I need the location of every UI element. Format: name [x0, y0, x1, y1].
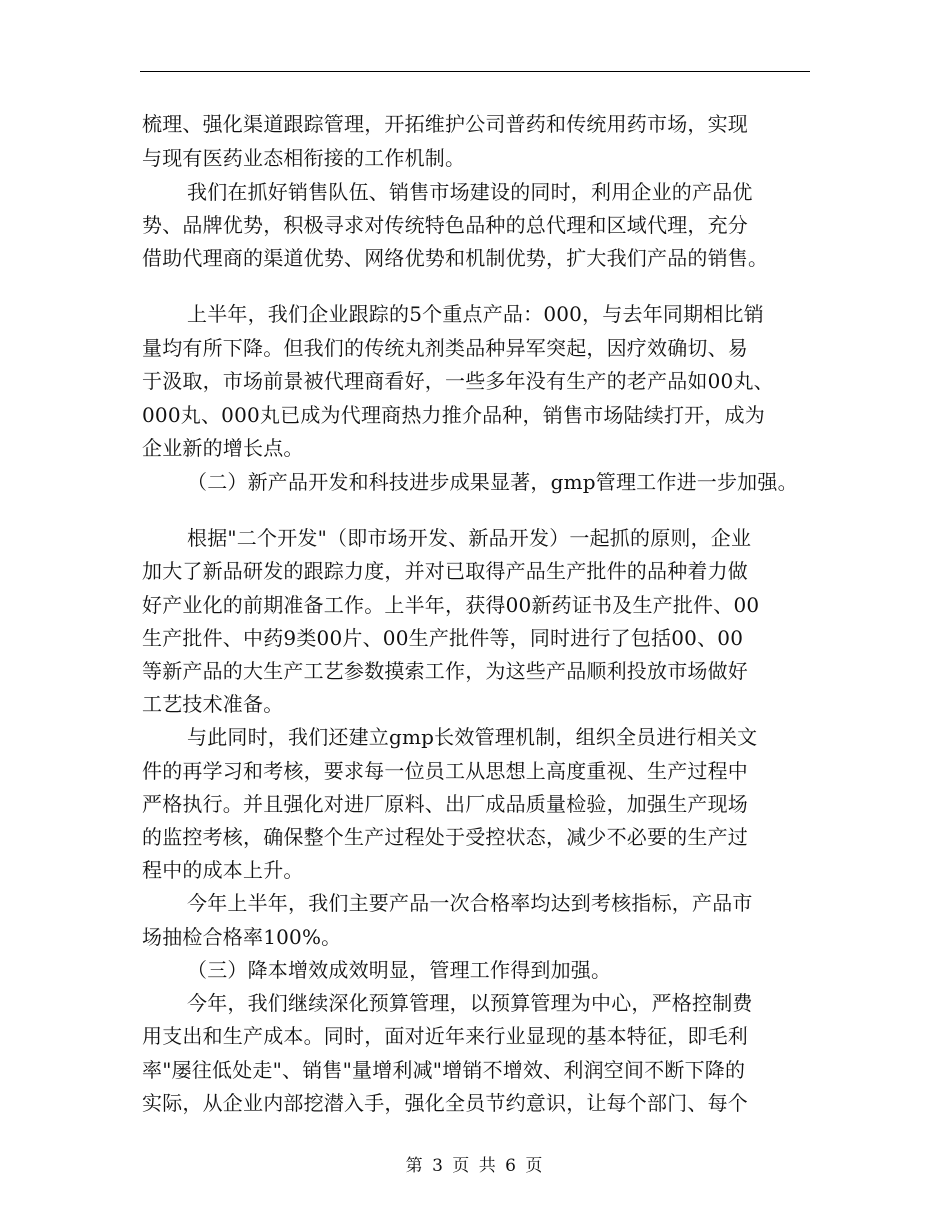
section-heading: （二）新产品开发和科技进步成果显著，gmp管理工作进一步加强。: [187, 470, 798, 494]
paragraph-line: 企业新的增长点。: [142, 436, 304, 460]
paragraph-line: 工艺技术准备。: [142, 692, 284, 716]
paragraph-line: 量均有所下降。但我们的传统丸剂类品种异军突起，因疗效确切、易: [142, 336, 748, 360]
paragraph-line: 率"屡往低处走"、销售"量增利减"增销不增效、利润空间不断下降的: [142, 1058, 746, 1082]
paragraph-line: 生产批件、中药9类00片、00生产批件等，同时进行了包括00、00: [142, 626, 744, 650]
section-heading: （三）降本增效成效明显，管理工作得到加强。: [187, 958, 612, 982]
paragraph-line: 根据"二个开发"（即市场开发、新品开发）一起抓的原则，企业: [187, 526, 752, 550]
paragraph-line: 好产业化的前期准备工作。上半年，获得00新药证书及生产批件、00: [142, 593, 760, 617]
paragraph-line: 与此同时，我们还建立gmp长效管理机制，组织全员进行相关文: [187, 725, 758, 749]
paragraph-line: 000丸、000丸已成为代理商热力推介品种，销售市场陆续打开，成为: [142, 403, 765, 427]
paragraph-line: 场抽检合格率100%。: [142, 925, 342, 949]
paragraph-line: 上半年，我们企业跟踪的5个重点产品：000，与去年同期相比销: [187, 302, 764, 326]
paragraph-line: 的监控考核，确保整个生产过程处于受控状态，减少不必要的生产过: [142, 825, 748, 849]
paragraph-line: 今年，我们继续深化预算管理，以预算管理为中心，严格控制费: [187, 991, 753, 1015]
paragraph-line: 等新产品的大生产工艺参数摸索工作，为这些产品顺利投放市场做好: [142, 659, 748, 683]
paragraph-line: 梳理、强化渠道跟踪管理，开拓维护公司普药和传统用药市场，实现: [142, 112, 748, 136]
paragraph-line: 加大了新品研发的跟踪力度，并对已取得产品生产批件的品种着力做: [142, 559, 748, 583]
paragraph-line: 实际，从企业内部挖潜入手，强化全员节约意识，让每个部门、每个: [142, 1091, 748, 1115]
paragraph-line: 今年上半年，我们主要产品一次合格率均达到考核指标，产品市: [187, 891, 753, 915]
paragraph-line: 严格执行。并且强化对进厂原料、出厂成品质量检验，加强生产现场: [142, 792, 748, 816]
paragraph-line: 势、品牌优势，积极寻求对传统特色品种的总代理和区域代理，充分: [142, 213, 748, 237]
paragraph-line: 于汲取，市场前景被代理商看好，一些多年没有生产的老产品如00丸、: [142, 369, 774, 393]
paragraph-line: 我们在抓好销售队伍、销售市场建设的同时，利用企业的产品优: [187, 180, 753, 204]
paragraph-line: 程中的成本上升。: [142, 858, 304, 882]
paragraph-line: 借助代理商的渠道优势、网络优势和机制优势，扩大我们产品的销售。: [142, 246, 769, 270]
paragraph-line: 与现有医药业态相衔接的工作机制。: [142, 146, 466, 170]
page-number: 第 3 页 共 6 页: [405, 1156, 545, 1176]
paragraph-line: 件的再学习和考核，要求每一位员工从思想上高度重视、生产过程中: [142, 759, 748, 783]
paragraph-line: 用支出和生产成本。同时，面对近年来行业显现的基本特征，即毛利: [142, 1024, 748, 1048]
